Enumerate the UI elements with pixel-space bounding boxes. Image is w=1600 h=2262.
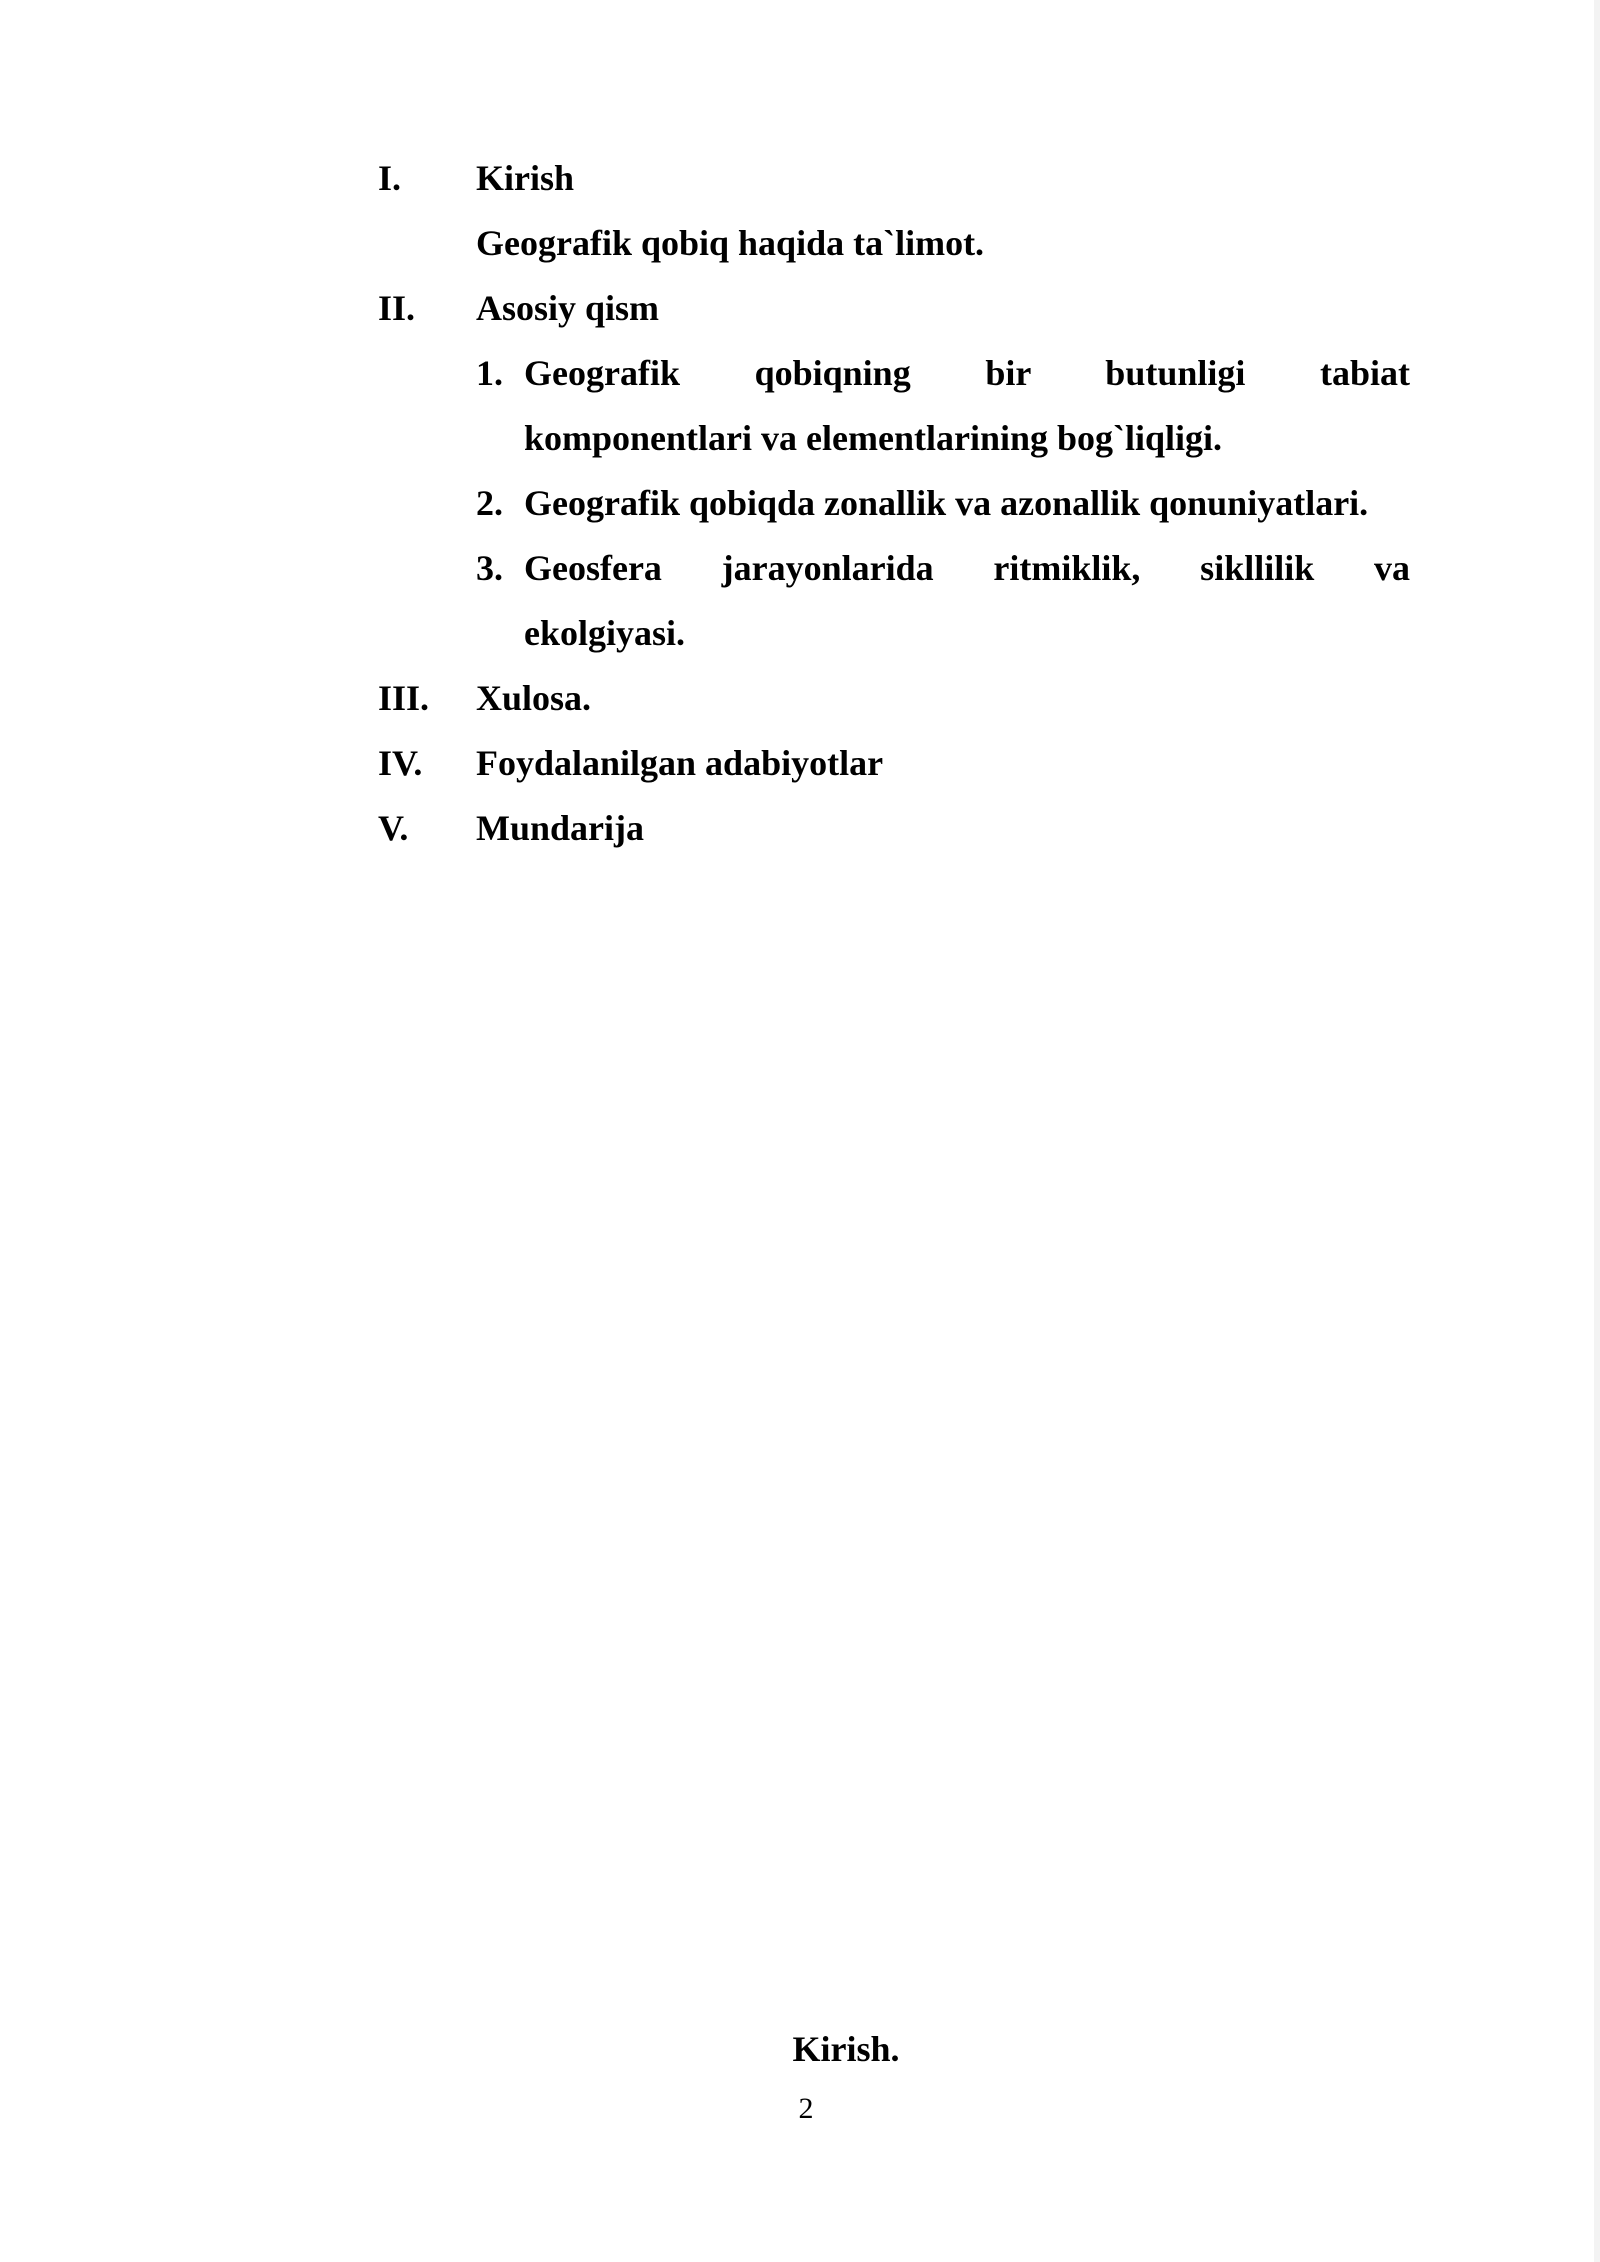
toc-subitem-text: Geosfera jarayonlarida ritmiklik, sikllilik va: [524, 548, 1410, 588]
toc-subitem-text: Geografik qobiqda zonallik va azonallik qonuniyatlari.: [524, 483, 1369, 523]
toc-subitem-2: [378, 471, 1410, 536]
toc-item-6: [378, 796, 1410, 861]
toc-item-text: Xulosa.: [476, 678, 592, 718]
toc-subitem-text: komponentlari va elementlarining bog`liqligi.: [524, 418, 1223, 458]
toc-item-text: Mundarija: [476, 808, 645, 848]
page-edge-shade: [1594, 0, 1600, 2262]
page-number: 2: [798, 2092, 814, 2125]
toc-subitem-3: [378, 536, 1410, 601]
toc-subitem-number: 2.: [476, 483, 503, 523]
toc-subitem-text: Geografik qobiqning bir butunligi tabiat: [524, 353, 1410, 393]
toc-item-5: [378, 731, 1410, 796]
table-of-contents: [378, 146, 1410, 861]
toc-item-4: [378, 666, 1410, 731]
toc-subitem-3-continued: [378, 601, 1410, 666]
toc-item-number: III.: [378, 678, 430, 718]
toc-item-text: Foydalanilgan adabiyotlar: [476, 743, 884, 783]
toc-item-text: Kirish: [476, 158, 575, 198]
toc-subitem-number: 3.: [476, 548, 503, 588]
section-heading: Kirish.: [792, 2029, 900, 2069]
toc-subitem-1: [378, 341, 1410, 406]
toc-item-3: [378, 276, 1410, 341]
toc-item-text: Geografik qobiq haqida ta`limot.: [476, 223, 985, 263]
toc-subitem-number: 1.: [476, 353, 503, 393]
toc-item-number: IV.: [378, 743, 423, 783]
toc-item-text: Asosiy qism: [476, 288, 660, 328]
toc-item-number: II.: [378, 288, 416, 328]
toc-item-1: [378, 146, 1410, 211]
toc-subitem-1-continued: [378, 406, 1410, 471]
toc-item-2: [378, 211, 1410, 276]
toc-item-number: I.: [378, 158, 402, 198]
toc-subitem-text: ekolgiyasi.: [524, 613, 686, 653]
toc-item-number: V.: [378, 808, 409, 848]
